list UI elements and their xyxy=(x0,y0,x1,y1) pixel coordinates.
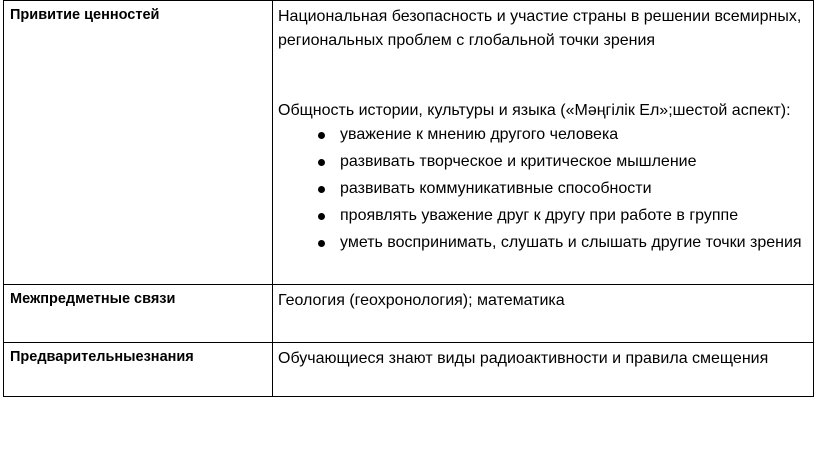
list-item-text: проявлять уважение друг к другу при работе в группе xyxy=(340,207,739,224)
list-item xyxy=(278,177,807,201)
row-label-values: Привитие ценностей xyxy=(4,1,273,285)
bullet-dot-icon xyxy=(318,186,325,193)
list-item xyxy=(278,204,807,228)
bullet-dot-icon xyxy=(318,240,325,247)
list-item-text: развивать коммуникативные способности xyxy=(340,180,652,197)
list-item xyxy=(278,123,807,147)
table-row-prior-knowledge xyxy=(4,343,814,397)
list-item-text: уметь воспринимать, слушать и слышать другие точки зрения xyxy=(340,234,802,251)
row-content-prior-knowledge: Обучающиеся знают виды радиоактивности и правила смещения xyxy=(273,343,814,397)
values-bullet-list xyxy=(278,123,807,255)
list-item xyxy=(278,150,807,174)
table-row-values xyxy=(4,1,814,285)
row-content-values xyxy=(273,1,814,285)
paragraph-spacer xyxy=(278,53,807,99)
row-label-prior-knowledge: Предварительныезнания xyxy=(4,343,273,397)
bullet-dot-icon xyxy=(318,132,325,139)
values-paragraph-security: Национальная безопасность и участие страны в решении всемирных, региональных проблем с глобальной точки зрения xyxy=(278,8,802,49)
lesson-plan-table xyxy=(3,0,814,397)
list-item xyxy=(278,231,807,255)
list-item-text: уважение к мнению другого человека xyxy=(340,126,619,143)
list-item-text: развивать творческое и критическое мышление xyxy=(340,153,697,170)
bullet-dot-icon xyxy=(318,159,325,166)
row-label-interdisciplinary: Межпредметные связи xyxy=(4,285,273,343)
values-paragraph-history: Общность истории, культуры и языка («Мәңгілік Ел»;шестой аспект): xyxy=(278,102,791,119)
table-row-interdisciplinary xyxy=(4,285,814,343)
bullet-dot-icon xyxy=(318,213,325,220)
row-content-interdisciplinary: Геология (геохронология); математика xyxy=(273,285,814,343)
